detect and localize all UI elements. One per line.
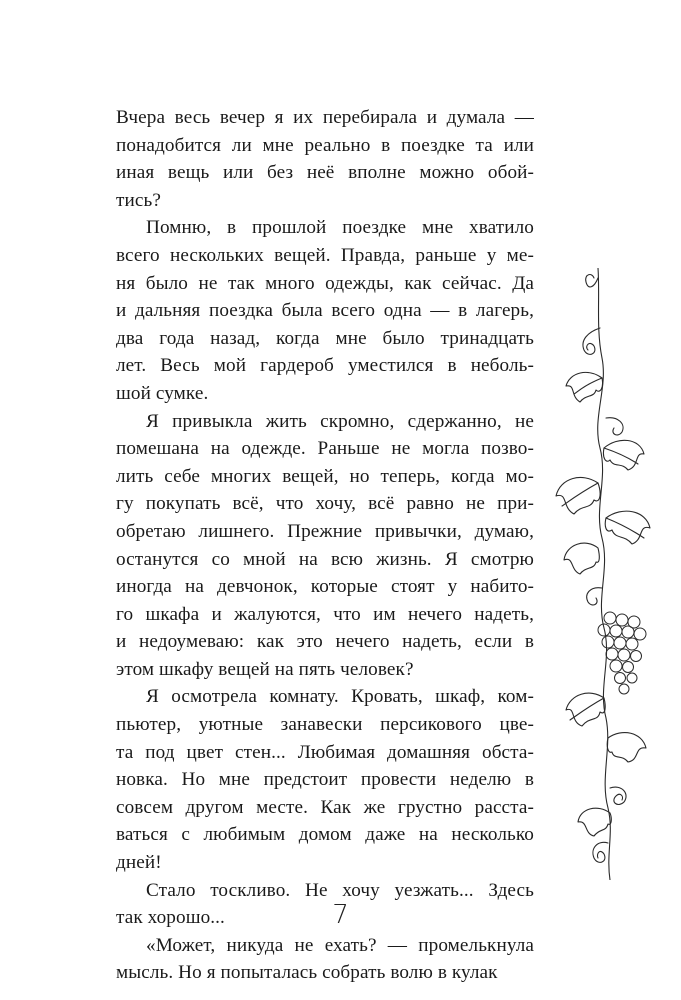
text-line: два года назад, когда мне было тринадцать	[116, 327, 534, 349]
text-line: Вчера весь вечер я их перебирала и думала —	[116, 107, 534, 128]
text-line: помешана на одежде. Раньше не могла позво-	[116, 438, 534, 460]
text-line: так хорошо...	[116, 907, 225, 929]
vine-stem	[598, 268, 611, 880]
text-line: гу покупать всё, что хочу, всё равно не при-	[116, 493, 534, 515]
vine-tendril	[593, 842, 608, 862]
text-line: понадобится ли мне реально в поездке та или	[116, 134, 534, 156]
text-line: тись?	[116, 189, 161, 211]
text-line: Стало тоскливо. Не хочу уезжать... Здесь	[146, 879, 534, 901]
text-line: останутся со мной на всю жизнь. Я смотрю	[116, 548, 534, 570]
text-line: иногда на девчонок, которые стоят у набито-	[116, 576, 534, 598]
text-line: ня было не так много одежды, как сейчас. Да	[116, 272, 534, 294]
body-text	[116, 104, 534, 987]
text-line: «Может, никуда не ехать? — промелькнула	[146, 934, 534, 956]
text-line: Помню, в прошлой поездке мне хватило	[146, 217, 534, 239]
vine-leaf	[604, 448, 638, 464]
text-line: та под цвет стен... Любимая домашняя обста-	[116, 741, 534, 763]
text-line: дней!	[116, 852, 162, 874]
text-line: лить себе многих вещей, но теперь, когда мо-	[116, 465, 534, 487]
vine-leaf	[564, 543, 599, 574]
vine-leaf	[556, 477, 600, 514]
text-line: всего нескольких вещей. Правда, раньше у ме-	[116, 244, 534, 266]
text-line: ваться с любимым домом даже на несколько	[116, 824, 534, 846]
grapevine-ornament	[548, 268, 656, 880]
text-line: и дальняя поездка была всего одна — в лагерь,	[116, 300, 534, 322]
vine-tendril	[583, 328, 600, 354]
text-line: лет. Весь мой гардероб уместился в неболь-	[116, 355, 534, 377]
vine-tendril	[586, 275, 598, 287]
vine-leaf	[570, 698, 604, 720]
text-line: и недоумеваю: как это нечего надеть, если в	[116, 631, 534, 653]
text-line: обретаю лишнего. Прежние привычки, думаю,	[116, 520, 534, 542]
text-line: этом шкафу вещей на пять человек?	[116, 658, 414, 680]
text-line: пьютер, уютные занавески персикового цве-	[116, 714, 534, 736]
text-line: Я осмотрела комнату. Кровать, шкаф, ком-	[146, 686, 534, 708]
text-line: Я привыкла жить скромно, сдержанно, не	[146, 410, 534, 432]
text-line: иная вещь или без неё вполне можно обой-	[116, 162, 534, 184]
vine-leaf	[603, 440, 644, 470]
vine-tendril	[606, 418, 623, 435]
grape-cluster	[598, 612, 646, 694]
text-line: новка. Но мне предстоит провести неделю в	[116, 769, 534, 791]
text-line: го шкафа и жалуются, что им нечего надеть,	[116, 603, 534, 625]
text-line: совсем другом месте. Как же грустно расста-	[116, 796, 534, 818]
vine-leaf	[578, 808, 611, 836]
vine-leaf	[607, 733, 646, 762]
vine-tendril	[587, 588, 602, 605]
text-line: шой сумке.	[116, 382, 209, 404]
vine-tendril	[610, 787, 626, 804]
text-line: мысль. Но я попыталась собрать волю в кулак	[116, 962, 498, 984]
page-number: 7	[332, 900, 349, 930]
vine-leaf	[606, 518, 644, 538]
